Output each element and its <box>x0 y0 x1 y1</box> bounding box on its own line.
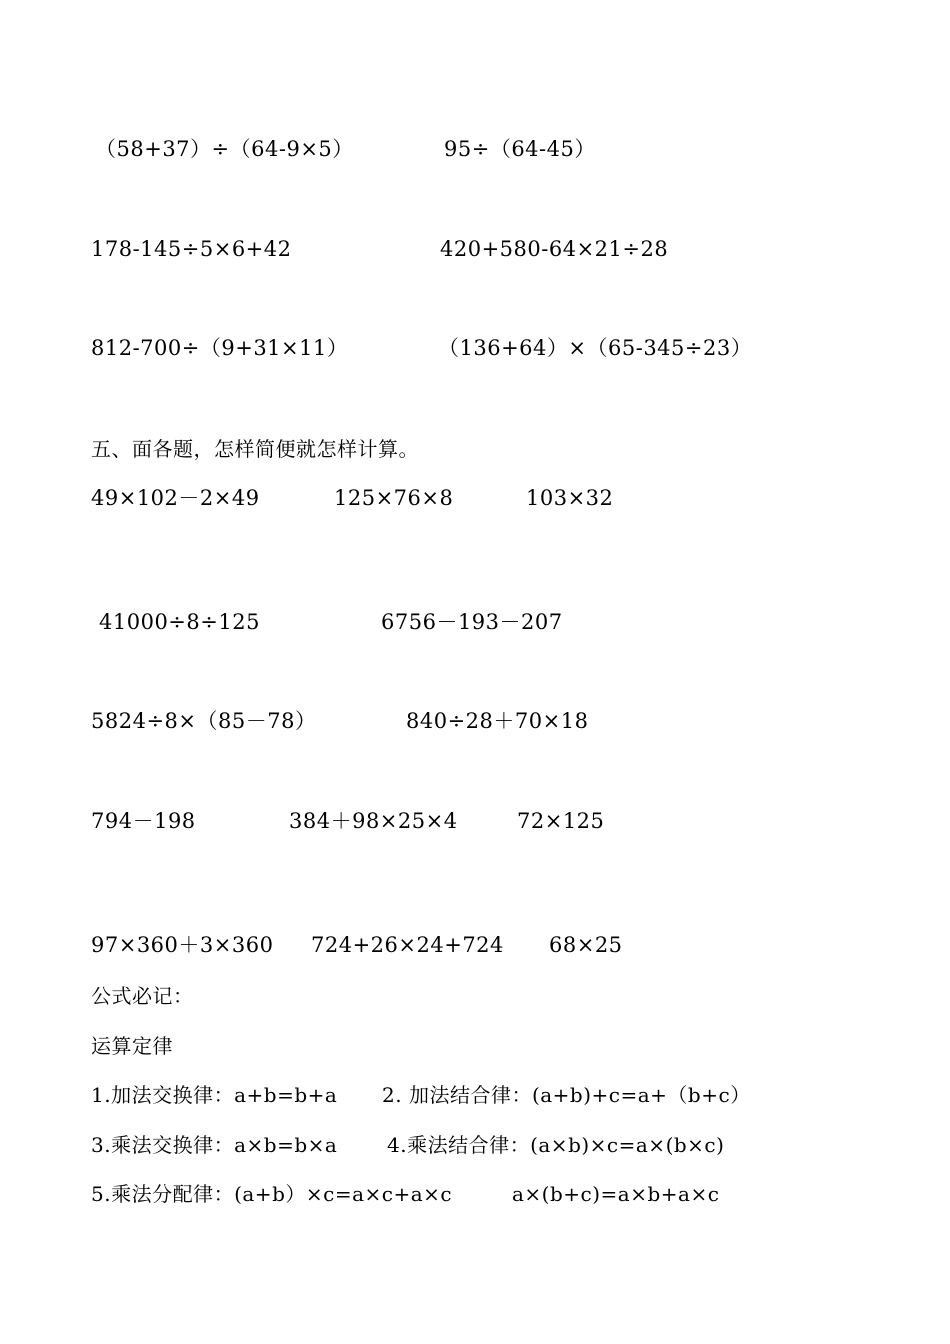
formulas-subheading: 运算定律 <box>91 1034 173 1058</box>
s5-r4-c2: 384＋98×25×4 <box>289 809 458 833</box>
expr-r1-c2: 95÷（64-45） <box>444 137 596 161</box>
s5-r5-c1: 97×360＋3×360 <box>91 933 274 957</box>
expr-r2-c2: 420+580-64×21÷28 <box>440 237 669 261</box>
s5-r1-c1: 49×102－2×49 <box>91 486 260 510</box>
expr-r3-c1: 812-700÷（9+31×11） <box>91 336 349 360</box>
formulas-heading: 公式必记： <box>91 984 194 1008</box>
s5-r1-c2: 125×76×8 <box>334 486 454 510</box>
s5-r5-c3: 68×25 <box>549 933 623 957</box>
formula-3: 3.乘法交换律：a×b=b×a <box>91 1133 338 1157</box>
s5-r2-c2: 6756－193－207 <box>381 610 563 634</box>
s5-r2-c1: 41000÷8÷125 <box>99 610 260 634</box>
s5-r3-c1: 5824÷8×（85－78） <box>91 709 317 733</box>
formula-5b: a×(b+c)=a×b+a×c <box>512 1182 720 1206</box>
s5-r5-c2: 724+26×24+724 <box>311 933 504 957</box>
s5-r4-c3: 72×125 <box>517 809 605 833</box>
formula-2: 2. 加法结合律：(a+b)+c=a+（b+c） <box>382 1083 751 1107</box>
expr-r3-c2: （136+64）×（65-345÷23） <box>438 336 753 360</box>
formula-5: 5.乘法分配律：(a+b）×c=a×c+a×c <box>91 1182 453 1206</box>
section5-heading: 五、面各题，怎样简便就怎样计算。 <box>91 437 419 461</box>
s5-r3-c2: 840÷28＋70×18 <box>406 709 589 733</box>
expr-r1-c1: （58+37）÷（64-9×5） <box>95 137 354 161</box>
formula-4: 4.乘法结合律：(a×b)×c=a×(b×c) <box>387 1133 725 1157</box>
s5-r4-c1: 794－198 <box>91 809 196 833</box>
s5-r1-c3: 103×32 <box>526 486 614 510</box>
formula-1: 1.加法交换律：a+b=b+a <box>91 1083 338 1107</box>
expr-r2-c1: 178-145÷5×6+42 <box>91 237 292 261</box>
